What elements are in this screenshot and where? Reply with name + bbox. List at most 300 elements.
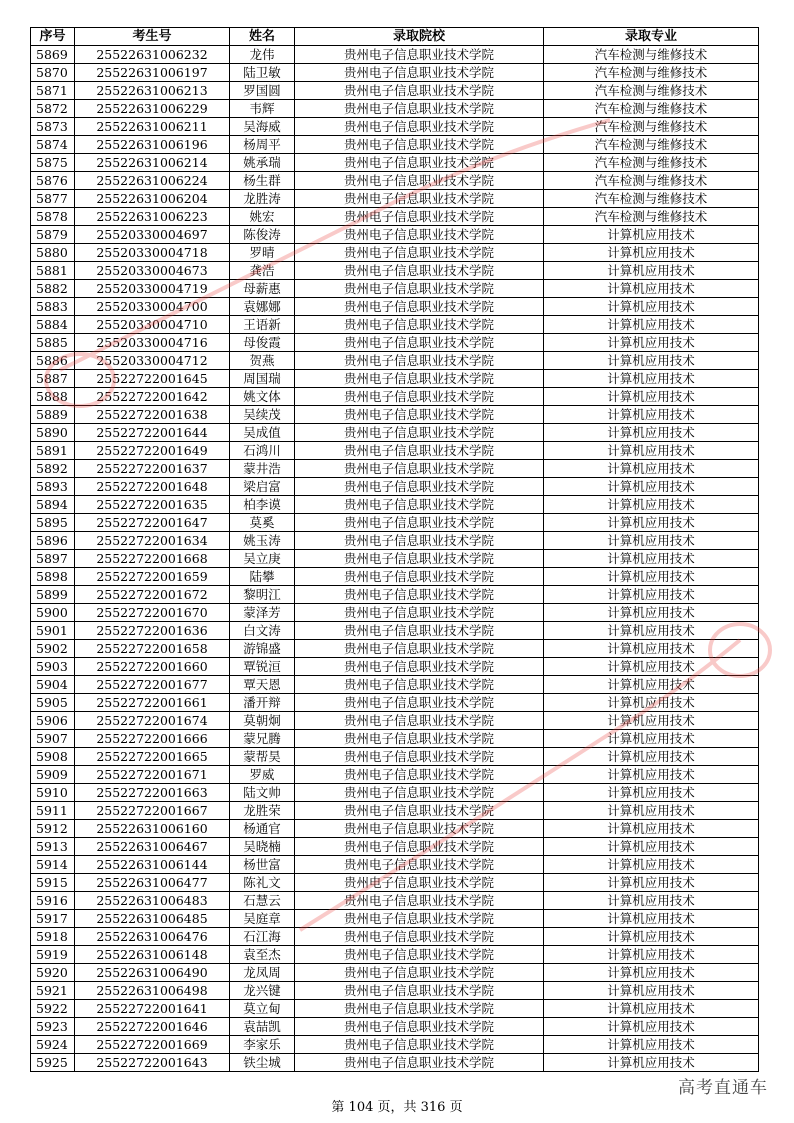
cell-seq: 5893 (31, 478, 75, 496)
cell-seq: 5902 (31, 640, 75, 658)
cell-school: 贵州电子信息职业技术学院 (295, 766, 544, 784)
cell-major: 计算机应用技术 (544, 604, 759, 622)
cell-school: 贵州电子信息职业技术学院 (295, 298, 544, 316)
table-row (31, 910, 759, 928)
cell-major: 计算机应用技术 (544, 460, 759, 478)
cell-school: 贵州电子信息职业技术学院 (295, 712, 544, 730)
cell-exam-id: 25522722001642 (75, 388, 230, 406)
cell-exam-id: 25522631006485 (75, 910, 230, 928)
cell-major: 计算机应用技术 (544, 910, 759, 928)
cell-exam-id: 25522722001644 (75, 424, 230, 442)
cell-school: 贵州电子信息职业技术学院 (295, 46, 544, 64)
cell-seq: 5892 (31, 460, 75, 478)
cell-major: 计算机应用技术 (544, 694, 759, 712)
cell-student-name: 梁启富 (230, 478, 295, 496)
table-row (31, 856, 759, 874)
cell-exam-id: 25522631006148 (75, 946, 230, 964)
cell-school: 贵州电子信息职业技术学院 (295, 532, 544, 550)
cell-major: 计算机应用技术 (544, 262, 759, 280)
cell-student-name: 陈俊涛 (230, 226, 295, 244)
cell-major: 计算机应用技术 (544, 388, 759, 406)
cell-seq: 5883 (31, 298, 75, 316)
cell-seq: 5914 (31, 856, 75, 874)
table-row (31, 964, 759, 982)
cell-major: 汽车检测与维修技术 (544, 172, 759, 190)
table-row (31, 946, 759, 964)
cell-seq: 5913 (31, 838, 75, 856)
cell-major: 计算机应用技术 (544, 622, 759, 640)
cell-school: 贵州电子信息职业技术学院 (295, 370, 544, 388)
cell-major: 汽车检测与维修技术 (544, 154, 759, 172)
cell-student-name: 袁至杰 (230, 946, 295, 964)
cell-seq: 5907 (31, 730, 75, 748)
cell-exam-id: 25522722001659 (75, 568, 230, 586)
cell-exam-id: 25522722001645 (75, 370, 230, 388)
table-row (31, 604, 759, 622)
table-body (31, 46, 759, 1072)
cell-exam-id: 25522631006196 (75, 136, 230, 154)
cell-exam-id: 25522631006214 (75, 154, 230, 172)
cell-exam-id: 25522722001648 (75, 478, 230, 496)
cell-major: 计算机应用技术 (544, 442, 759, 460)
cell-student-name: 石鸿川 (230, 442, 295, 460)
table-row (31, 1018, 759, 1036)
cell-major: 汽车检测与维修技术 (544, 190, 759, 208)
table-row (31, 802, 759, 820)
cell-student-name: 陆卫敏 (230, 64, 295, 82)
cell-seq: 5875 (31, 154, 75, 172)
cell-exam-id: 25522722001674 (75, 712, 230, 730)
cell-major: 计算机应用技术 (544, 550, 759, 568)
table-row (31, 424, 759, 442)
cell-seq: 5882 (31, 280, 75, 298)
cell-seq: 5923 (31, 1018, 75, 1036)
cell-seq: 5889 (31, 406, 75, 424)
cell-school: 贵州电子信息职业技术学院 (295, 1054, 544, 1072)
cell-student-name: 吴庭章 (230, 910, 295, 928)
cell-student-name: 石慧云 (230, 892, 295, 910)
cell-school: 贵州电子信息职业技术学院 (295, 496, 544, 514)
cell-school: 贵州电子信息职业技术学院 (295, 820, 544, 838)
cell-exam-id: 25522722001668 (75, 550, 230, 568)
cell-school: 贵州电子信息职业技术学院 (295, 784, 544, 802)
cell-seq: 5896 (31, 532, 75, 550)
cell-school: 贵州电子信息职业技术学院 (295, 910, 544, 928)
cell-student-name: 杨生群 (230, 172, 295, 190)
table-row (31, 226, 759, 244)
cell-major: 计算机应用技术 (544, 334, 759, 352)
cell-exam-id: 25522631006498 (75, 982, 230, 1000)
cell-school: 贵州电子信息职业技术学院 (295, 838, 544, 856)
table-row (31, 118, 759, 136)
cell-exam-id: 25522631006232 (75, 46, 230, 64)
cell-major: 计算机应用技术 (544, 892, 759, 910)
cell-exam-id: 25522722001666 (75, 730, 230, 748)
cell-school: 贵州电子信息职业技术学院 (295, 334, 544, 352)
cell-exam-id: 25522631006204 (75, 190, 230, 208)
header-exam-id: 考生号 (75, 28, 230, 46)
cell-seq: 5888 (31, 388, 75, 406)
cell-seq: 5910 (31, 784, 75, 802)
cell-school: 贵州电子信息职业技术学院 (295, 568, 544, 586)
table-row (31, 298, 759, 316)
cell-seq: 5899 (31, 586, 75, 604)
cell-school: 贵州电子信息职业技术学院 (295, 946, 544, 964)
cell-school: 贵州电子信息职业技术学院 (295, 460, 544, 478)
cell-school: 贵州电子信息职业技术学院 (295, 622, 544, 640)
cell-student-name: 罗国圆 (230, 82, 295, 100)
cell-exam-id: 25522631006224 (75, 172, 230, 190)
cell-seq: 5903 (31, 658, 75, 676)
cell-student-name: 袁喆凯 (230, 1018, 295, 1036)
cell-seq: 5880 (31, 244, 75, 262)
table-row (31, 46, 759, 64)
cell-exam-id: 25522722001667 (75, 802, 230, 820)
cell-school: 贵州电子信息职业技术学院 (295, 388, 544, 406)
cell-school: 贵州电子信息职业技术学院 (295, 856, 544, 874)
cell-seq: 5919 (31, 946, 75, 964)
cell-student-name: 柏李谟 (230, 496, 295, 514)
cell-exam-id: 25522722001638 (75, 406, 230, 424)
table-row (31, 280, 759, 298)
cell-student-name: 龙胜涛 (230, 190, 295, 208)
cell-student-name: 石江海 (230, 928, 295, 946)
table-row (31, 730, 759, 748)
cell-school: 贵州电子信息职业技术学院 (295, 1018, 544, 1036)
cell-exam-id: 25522722001663 (75, 784, 230, 802)
table-row (31, 262, 759, 280)
cell-school: 贵州电子信息职业技术学院 (295, 1000, 544, 1018)
cell-seq: 5869 (31, 46, 75, 64)
page-number: 第 104 页，共 316 页 (331, 1100, 463, 1115)
table-row (31, 874, 759, 892)
cell-school: 贵州电子信息职业技术学院 (295, 190, 544, 208)
cell-school: 贵州电子信息职业技术学院 (295, 514, 544, 532)
cell-school: 贵州电子信息职业技术学院 (295, 892, 544, 910)
table-row (31, 766, 759, 784)
table-row (31, 748, 759, 766)
cell-major: 计算机应用技术 (544, 424, 759, 442)
cell-major: 计算机应用技术 (544, 964, 759, 982)
cell-student-name: 覃天恩 (230, 676, 295, 694)
cell-school: 贵州电子信息职业技术学院 (295, 694, 544, 712)
table-row (31, 640, 759, 658)
cell-student-name: 吴晓楠 (230, 838, 295, 856)
cell-exam-id: 25520330004718 (75, 244, 230, 262)
cell-seq: 5918 (31, 928, 75, 946)
cell-exam-id: 25522722001634 (75, 532, 230, 550)
cell-student-name: 罗威 (230, 766, 295, 784)
cell-school: 贵州电子信息职业技术学院 (295, 154, 544, 172)
cell-exam-id: 25522631006467 (75, 838, 230, 856)
cell-seq: 5876 (31, 172, 75, 190)
table-header-row (31, 28, 759, 46)
cell-school: 贵州电子信息职业技术学院 (295, 478, 544, 496)
cell-student-name: 莫立甸 (230, 1000, 295, 1018)
cell-major: 计算机应用技术 (544, 820, 759, 838)
cell-exam-id: 25522631006490 (75, 964, 230, 982)
cell-exam-id: 25522722001647 (75, 514, 230, 532)
cell-exam-id: 25522631006213 (75, 82, 230, 100)
cell-major: 计算机应用技术 (544, 280, 759, 298)
cell-school: 贵州电子信息职业技术学院 (295, 262, 544, 280)
cell-major: 计算机应用技术 (544, 586, 759, 604)
cell-school: 贵州电子信息职业技术学院 (295, 406, 544, 424)
cell-major: 计算机应用技术 (544, 874, 759, 892)
cell-seq: 5916 (31, 892, 75, 910)
cell-seq: 5881 (31, 262, 75, 280)
cell-exam-id: 25522722001671 (75, 766, 230, 784)
cell-exam-id: 25522631006160 (75, 820, 230, 838)
cell-school: 贵州电子信息职业技术学院 (295, 982, 544, 1000)
cell-student-name: 姚文体 (230, 388, 295, 406)
cell-student-name: 白文涛 (230, 622, 295, 640)
cell-student-name: 韦辉 (230, 100, 295, 118)
cell-exam-id: 25522722001658 (75, 640, 230, 658)
cell-school: 贵州电子信息职业技术学院 (295, 172, 544, 190)
cell-seq: 5925 (31, 1054, 75, 1072)
cell-school: 贵州电子信息职业技术学院 (295, 226, 544, 244)
cell-seq: 5894 (31, 496, 75, 514)
cell-major: 计算机应用技术 (544, 370, 759, 388)
cell-student-name: 周国瑞 (230, 370, 295, 388)
cell-seq: 5912 (31, 820, 75, 838)
cell-seq: 5900 (31, 604, 75, 622)
cell-seq: 5904 (31, 676, 75, 694)
table-row (31, 244, 759, 262)
table-row (31, 208, 759, 226)
cell-school: 贵州电子信息职业技术学院 (295, 730, 544, 748)
table-row (31, 190, 759, 208)
cell-exam-id: 25522722001669 (75, 1036, 230, 1054)
cell-school: 贵州电子信息职业技术学院 (295, 748, 544, 766)
cell-major: 计算机应用技术 (544, 226, 759, 244)
cell-seq: 5915 (31, 874, 75, 892)
cell-major: 计算机应用技术 (544, 1054, 759, 1072)
cell-seq: 5921 (31, 982, 75, 1000)
cell-school: 贵州电子信息职业技术学院 (295, 100, 544, 118)
cell-seq: 5909 (31, 766, 75, 784)
cell-student-name: 杨周平 (230, 136, 295, 154)
brand-logo-text: 高考直通车 (678, 1078, 768, 1098)
admission-table (30, 27, 759, 1072)
cell-student-name: 吴续茂 (230, 406, 295, 424)
cell-school: 贵州电子信息职业技术学院 (295, 802, 544, 820)
cell-student-name: 蒙泽芳 (230, 604, 295, 622)
cell-major: 计算机应用技术 (544, 982, 759, 1000)
cell-seq: 5872 (31, 100, 75, 118)
cell-exam-id: 25522631006197 (75, 64, 230, 82)
table-row (31, 460, 759, 478)
header-school: 录取院校 (295, 28, 544, 46)
cell-school: 贵州电子信息职业技术学院 (295, 316, 544, 334)
cell-student-name: 龙兴键 (230, 982, 295, 1000)
cell-exam-id: 25522631006229 (75, 100, 230, 118)
cell-exam-id: 25522722001677 (75, 676, 230, 694)
table-row (31, 676, 759, 694)
cell-exam-id: 25520330004673 (75, 262, 230, 280)
cell-major: 计算机应用技术 (544, 532, 759, 550)
cell-student-name: 龙伟 (230, 46, 295, 64)
cell-exam-id: 25522722001672 (75, 586, 230, 604)
cell-student-name: 蒙帮昊 (230, 748, 295, 766)
cell-major: 计算机应用技术 (544, 856, 759, 874)
cell-student-name: 吴成值 (230, 424, 295, 442)
cell-student-name: 母薪惠 (230, 280, 295, 298)
cell-student-name: 莫奚 (230, 514, 295, 532)
cell-student-name: 袁娜娜 (230, 298, 295, 316)
cell-seq: 5922 (31, 1000, 75, 1018)
cell-seq: 5887 (31, 370, 75, 388)
cell-student-name: 姚宏 (230, 208, 295, 226)
cell-student-name: 李家乐 (230, 1036, 295, 1054)
cell-seq: 5911 (31, 802, 75, 820)
cell-student-name: 蒙井浩 (230, 460, 295, 478)
cell-seq: 5873 (31, 118, 75, 136)
cell-exam-id: 25522631006477 (75, 874, 230, 892)
cell-major: 汽车检测与维修技术 (544, 100, 759, 118)
cell-exam-id: 25522722001660 (75, 658, 230, 676)
cell-student-name: 罗晴 (230, 244, 295, 262)
cell-exam-id: 25522631006476 (75, 928, 230, 946)
cell-student-name: 吴立庚 (230, 550, 295, 568)
cell-major: 计算机应用技术 (544, 640, 759, 658)
cell-major: 计算机应用技术 (544, 352, 759, 370)
cell-exam-id: 25520330004697 (75, 226, 230, 244)
cell-school: 贵州电子信息职业技术学院 (295, 874, 544, 892)
cell-school: 贵州电子信息职业技术学院 (295, 136, 544, 154)
cell-seq: 5895 (31, 514, 75, 532)
table-row (31, 712, 759, 730)
cell-student-name: 姚承瑞 (230, 154, 295, 172)
table-row (31, 514, 759, 532)
table-row (31, 316, 759, 334)
cell-exam-id: 25522722001641 (75, 1000, 230, 1018)
cell-school: 贵州电子信息职业技术学院 (295, 244, 544, 262)
cell-seq: 5886 (31, 352, 75, 370)
cell-major: 计算机应用技术 (544, 766, 759, 784)
cell-major: 计算机应用技术 (544, 244, 759, 262)
cell-major: 计算机应用技术 (544, 838, 759, 856)
cell-major: 汽车检测与维修技术 (544, 82, 759, 100)
cell-major: 计算机应用技术 (544, 1018, 759, 1036)
cell-major: 计算机应用技术 (544, 1036, 759, 1054)
table-row (31, 352, 759, 370)
cell-major: 计算机应用技术 (544, 1000, 759, 1018)
cell-seq: 5871 (31, 82, 75, 100)
cell-student-name: 陈礼文 (230, 874, 295, 892)
cell-major: 计算机应用技术 (544, 730, 759, 748)
cell-student-name: 杨世富 (230, 856, 295, 874)
cell-school: 贵州电子信息职业技术学院 (295, 424, 544, 442)
cell-school: 贵州电子信息职业技术学院 (295, 640, 544, 658)
table-row (31, 820, 759, 838)
cell-major: 计算机应用技术 (544, 784, 759, 802)
cell-exam-id: 25522631006211 (75, 118, 230, 136)
cell-major: 计算机应用技术 (544, 406, 759, 424)
cell-student-name: 蒙兄腾 (230, 730, 295, 748)
cell-exam-id: 25522722001636 (75, 622, 230, 640)
cell-student-name: 贺燕 (230, 352, 295, 370)
cell-seq: 5891 (31, 442, 75, 460)
cell-student-name: 母俊霞 (230, 334, 295, 352)
cell-school: 贵州电子信息职业技术学院 (295, 658, 544, 676)
cell-exam-id: 25522722001646 (75, 1018, 230, 1036)
cell-student-name: 覃锐洹 (230, 658, 295, 676)
cell-student-name: 游锦盛 (230, 640, 295, 658)
cell-major: 计算机应用技术 (544, 712, 759, 730)
cell-seq: 5924 (31, 1036, 75, 1054)
table-row (31, 892, 759, 910)
table-row (31, 370, 759, 388)
header-name: 姓名 (230, 28, 295, 46)
header-seq: 序号 (31, 28, 75, 46)
cell-student-name: 龚浩 (230, 262, 295, 280)
cell-seq: 5905 (31, 694, 75, 712)
cell-exam-id: 25520330004716 (75, 334, 230, 352)
cell-major: 计算机应用技术 (544, 946, 759, 964)
cell-exam-id: 25522722001665 (75, 748, 230, 766)
cell-school: 贵州电子信息职业技术学院 (295, 1036, 544, 1054)
table-row (31, 532, 759, 550)
table-row (31, 406, 759, 424)
cell-student-name: 王语新 (230, 316, 295, 334)
cell-seq: 5878 (31, 208, 75, 226)
cell-exam-id: 25522722001670 (75, 604, 230, 622)
table-row (31, 694, 759, 712)
header-major: 录取专业 (544, 28, 759, 46)
cell-exam-id: 25522631006483 (75, 892, 230, 910)
cell-exam-id: 25520330004712 (75, 352, 230, 370)
table-row (31, 784, 759, 802)
table-row (31, 172, 759, 190)
cell-exam-id: 25522722001635 (75, 496, 230, 514)
cell-seq: 5890 (31, 424, 75, 442)
cell-major: 计算机应用技术 (544, 676, 759, 694)
table-row (31, 388, 759, 406)
table-row (31, 64, 759, 82)
cell-school: 贵州电子信息职业技术学院 (295, 586, 544, 604)
cell-school: 贵州电子信息职业技术学院 (295, 442, 544, 460)
cell-student-name: 吴海威 (230, 118, 295, 136)
table-row (31, 442, 759, 460)
cell-student-name: 姚玉涛 (230, 532, 295, 550)
cell-major: 计算机应用技术 (544, 478, 759, 496)
cell-seq: 5920 (31, 964, 75, 982)
table-row (31, 496, 759, 514)
cell-seq: 5879 (31, 226, 75, 244)
cell-school: 贵州电子信息职业技术学院 (295, 964, 544, 982)
cell-school: 贵州电子信息职业技术学院 (295, 208, 544, 226)
table-row (31, 550, 759, 568)
cell-school: 贵州电子信息职业技术学院 (295, 82, 544, 100)
cell-seq: 5906 (31, 712, 75, 730)
cell-student-name: 杨通官 (230, 820, 295, 838)
cell-major: 汽车检测与维修技术 (544, 208, 759, 226)
cell-major: 计算机应用技术 (544, 928, 759, 946)
cell-exam-id: 25520330004700 (75, 298, 230, 316)
table-row (31, 838, 759, 856)
cell-seq: 5897 (31, 550, 75, 568)
cell-major: 计算机应用技术 (544, 748, 759, 766)
cell-exam-id: 25522722001649 (75, 442, 230, 460)
cell-seq: 5885 (31, 334, 75, 352)
cell-student-name: 黎明江 (230, 586, 295, 604)
cell-major: 计算机应用技术 (544, 658, 759, 676)
cell-exam-id: 25522631006144 (75, 856, 230, 874)
table-row (31, 982, 759, 1000)
cell-school: 贵州电子信息职业技术学院 (295, 280, 544, 298)
